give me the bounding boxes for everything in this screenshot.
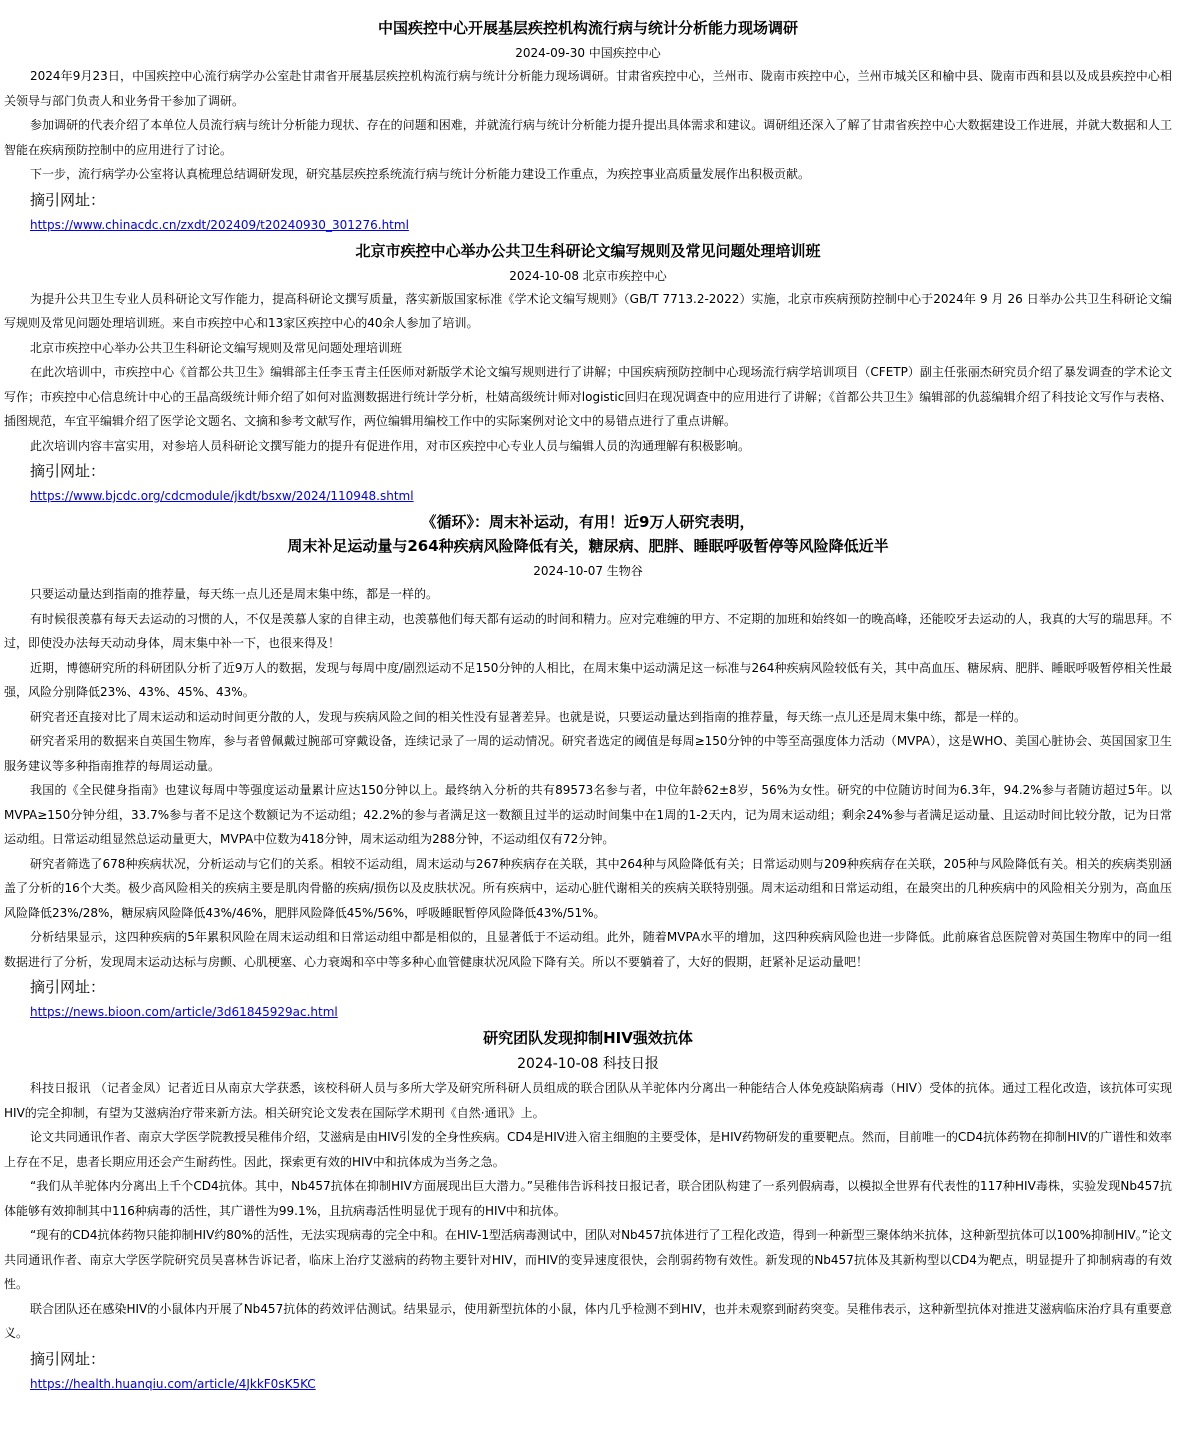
article-paragraph: 有时候很羡慕有每天去运动的习惯的人，不仅是羡慕人家的自律主动，也羡慕他们每天都有运动的时间和精力。应对完难缠的甲方、不定期的加班和始终如一的晚高峰，还能咬牙去运动的人，我真的大写的瑞思拜。不过，即使没办法每天动动身体，周末集中补一下，也很来得及！	[4, 611, 1172, 650]
article-title	[4, 14, 1172, 42]
article-paragraph: 此次培训内容丰富实用，对参培人员科研论文撰写能力的提升有促进作用，对市区疾控中心专业人员与编辑人员的沟通理解有积极影响。	[30, 438, 751, 453]
citation-label: 摘引网址：	[30, 1349, 106, 1368]
article-2	[4, 237, 1172, 509]
article-paragraph: “现有的CD4抗体药物只能抑制HIV约80%的活性，无法实现病毒的完全中和。在HIV-1型活病毒测试中，团队对Nb457抗体进行了工程化改造，得到一种新型三聚体纳米抗体，这种新型抗体可以100%抑制HIV。”论文共同通讯作者、南京大学医学院研究员吴喜林告诉记者，临床上治疗艾滋病的药物主要针对HIV，而HIV的变异速度很快，会削弱药物有效性。新发现的Nb457抗体及其新构型以CD4为靶点，明显提升了抑制病毒的有效性。	[4, 1228, 1172, 1291]
citation-link[interactable]: https://www.bjcdc.org/cdcmodule/jkdt/bsxw/2024/110948.shtml	[30, 489, 414, 503]
article-title	[4, 508, 1172, 560]
article-paragraph: 我国的《全民健身指南》也建议每周中等强度运动量累计应达150分钟以上。最终纳入分析的共有89573名参与者，中位年龄62±8岁，56%为女性。研究的中位随访时间为6.3年，94.2%参与者随访超过5年。以MVPA≥150分钟分组，33.7%参与者不足这个数额记为不运动组；42.2%的参与者满足这一数额且过半的运动时间集中在1周的1-2天内，记为周末运动组；剩余24%参与者满足运动量、且运动时间比较分散，记为日常运动组。日常运动组显然总运动量更大，MVPA中位数为418分钟，周末运动组为288分钟，不运动组仅有72分钟。	[4, 783, 1172, 846]
citation-link[interactable]: https://news.bioon.com/article/3d61845929ac.html	[30, 1005, 338, 1019]
citation-label: 摘引网址：	[30, 462, 106, 480]
article-title-line: 研究团队发现抑制HIV强效抗体	[483, 1029, 693, 1047]
article-paragraph: 近期，博德研究所的科研团队分析了近9万人的数据，发现与每周中度/剧烈运动不足150分钟的人相比，在周末集中运动满足这一标准与264种疾病风险较低有关，其中高血压、糖尿病、肥胖、睡眠呼吸暂停相关性最强，风险分别降低23%、43%、45%、43%。	[4, 660, 1172, 699]
article-1	[4, 14, 1172, 237]
article-title-line: 《循环》：周末补运动，有用！近9万人研究表明，	[421, 513, 755, 531]
article-paragraph: 只要运动量达到指南的推荐量，每天练一点儿还是周末集中练，都是一样的。	[30, 587, 439, 601]
article-title	[4, 1024, 1172, 1052]
citation-label: 摘引网址：	[30, 978, 106, 996]
article-meta: 2024-10-08 北京市疾控中心	[509, 268, 667, 283]
article-title-line: 中国疾控中心开展基层疾控机构流行病与统计分析能力现场调研	[377, 19, 798, 37]
article-paragraph: 2024年9月23日，中国疾控中心流行病学办公室赴甘肃省开展基层疾控机构流行病与统计分析能力现场调研。甘肃省疾控中心，兰州市、陇南市疾控中心，兰州市城关区和榆中县、陇南市西和县以及成县疾控中心相关领导与部门负责人和业务骨干参加了调研。	[4, 69, 1172, 108]
article-meta: 2024-10-07 生物谷	[533, 564, 643, 578]
article-paragraph: 论文共同通讯作者、南京大学医学院教授吴稚伟介绍，艾滋病是由HIV引发的全身性疾病。CD4是HIV进入宿主细胞的主要受体，是HIV药物研发的重要靶点。然而，目前唯一的CD4抗体药物在抑制HIV的广谱性和效率上存在不足，患者长期应用还会产生耐药性。因此，探索更有效的HIV中和抗体成为当务之急。	[4, 1130, 1172, 1169]
article-3	[4, 508, 1172, 1024]
article-paragraph: 北京市疾控中心举办公共卫生科研论文编写规则及常见问题处理培训班	[30, 340, 403, 355]
article-paragraph: 联合团队还在感染HIV的小鼠体内开展了Nb457抗体的药效评估测试。结果显示，使用新型抗体的小鼠，体内几乎检测不到HIV，也并未观察到耐药突变。吴稚伟表示，这种新型抗体对推进艾滋病临床治疗具有重要意义。	[4, 1301, 1172, 1340]
citation-link[interactable]: https://health.huanqiu.com/article/4JkkF0sK5KC	[30, 1376, 316, 1391]
article-title	[4, 237, 1172, 265]
article-paragraph: 研究者还直接对比了周末运动和运动时间更分散的人，发现与疾病风险之间的相关性没有显著差异。也就是说，只要运动量达到指南的推荐量，每天练一点儿还是周末集中练，都是一样的。	[30, 709, 1027, 724]
article-paragraph: 研究者筛选了678种疾病状况，分析运动与它们的关系。相较不运动组，周末运动与267种疾病存在关联，其中264种与风险降低有关；日常运动则与209种疾病存在关联，205种与风险降低有关。相关的疾病类别涵盖了分析的16个大类。极少高风险相关的疾病主要是肌肉骨骼的疾病/损伤以及皮肤状况。所有疾病中，运动心脏代谢相关的疾病关联特别强。周末运动组和日常运动组，在最突出的几种疾病中的风险相关分别为，高血压风险降低23%/28%，糖尿病风险降低43%/46%，肥胖风险降低45%/56%，呼吸睡眠暂停风险降低43%/51%。	[4, 856, 1172, 920]
article-paragraph: 为提升公共卫生专业人员科研论文写作能力，提高科研论文撰写质量，落实新版国家标准《学术论文编写规则》（GB/T 7713.2-2022）实施，北京市疾病预防控制中心于2024年 9 月 26 日举办公共卫生科研论文编写规则及常见问题处理培训班。来自市疾控中心和13家区疾控中心的40余人参加了培训。	[4, 291, 1172, 330]
article-paragraph: 科技日报讯 （记者金凤）记者近日从南京大学获悉，该校科研人员与多所大学及研究所科研人员组成的联合团队从羊驼体内分离出一种能结合人体免疫缺陷病毒（HIV）受体的抗体。通过工程化改造，该抗体可实现HIV的完全抑制，有望为艾滋病治疗带来新方法。相关研究论文发表在国际学术期刊《自然·通讯》上。	[4, 1081, 1172, 1120]
article-title-line: 北京市疾控中心举办公共卫生科研论文编写规则及常见问题处理培训班	[355, 241, 821, 260]
article-4	[4, 1024, 1172, 1396]
article-meta: 2024-10-08 科技日报	[517, 1056, 659, 1072]
article-paragraph: 分析结果显示，这四种疾病的5年累积风险在周末运动组和日常运动组中都是相似的，且显著低于不运动组。此外，随着MVPA水平的增加，这四种疾病风险也进一步降低。此前麻省总医院曾对英国生物库中的同一组数据进行了分析，发现周末运动达标与房颤、心肌梗塞、心力衰竭和卒中等多种心血管健康状况风险下降有关。所以不要躺着了，大好的假期，赶紧补足运动量吧！	[4, 930, 1172, 969]
article-paragraph: 在此次培训中，市疾控中心《首都公共卫生》编辑部主任李玉青主任医师对新版学术论文编写规则进行了讲解；中国疾病预防控制中心现场流行病学培训项目（CFETP）副主任张丽杰研究员介绍了暴发调查的学术论文写作；市疾控中心信息统计中心的王晶高级统计师介绍了如何对监测数据进行统计学分析，杜婧高级统计师对logistic回归在现况调查中的应用进行了讲解；《首都公共卫生》编辑部的仇蕊编辑介绍了科技论文写作与表格、插图规范，车宜平编辑介绍了医学论文题名、文摘和参考文献写作，两位编辑用编校工作中的实际案例对论文中的易错点进行了重点讲解。	[4, 365, 1172, 428]
article-paragraph: 研究者采用的数据来自英国生物库，参与者曾佩戴过腕部可穿戴设备，连续记录了一周的运动情况。研究者选定的阈值是每周≥150分钟的中等至高强度体力活动（MVPA），这是WHO、美国心脏协会、英国国家卫生服务建议等多种指南推荐的每周运动量。	[4, 734, 1172, 773]
article-paragraph: 下一步，流行病学办公室将认真梳理总结调研发现，研究基层疾控系统流行病与统计分析能力建设工作重点，为疾控事业高质量发展作出积极贡献。	[30, 167, 811, 181]
citation-link[interactable]: https://www.chinacdc.cn/zxdt/202409/t20240930_301276.html	[30, 217, 409, 232]
article-title-line: 周末补足运动量与264种疾病风险降低有关，糖尿病、肥胖、睡眠呼吸暂停等风险降低近半	[287, 537, 889, 555]
citation-label: 摘引网址：	[30, 190, 106, 209]
article-meta: 2024-09-30 中国疾控中心	[515, 46, 661, 60]
article-paragraph: “我们从羊驼体内分离出上千个CD4抗体。其中，Nb457抗体在抑制HIV方面展现出巨大潜力。”吴稚伟告诉科技日报记者，联合团队构建了一系列假病毒，以模拟全世界有代表性的117种HIV毒株，实验发现Nb457抗体能够有效抑制其中116种病毒的活性，其广谱性为99.1%，且抗病毒活性明显优于现有的HIV中和抗体。	[4, 1179, 1172, 1218]
article-paragraph: 参加调研的代表介绍了本单位人员流行病与统计分析能力现状、存在的问题和困难，并就流行病与统计分析能力提升提出具体需求和建议。调研组还深入了解了甘肃省疾控中心大数据建设工作进展，并就大数据和人工智能在疾病预防控制中的应用进行了讨论。	[4, 118, 1172, 157]
